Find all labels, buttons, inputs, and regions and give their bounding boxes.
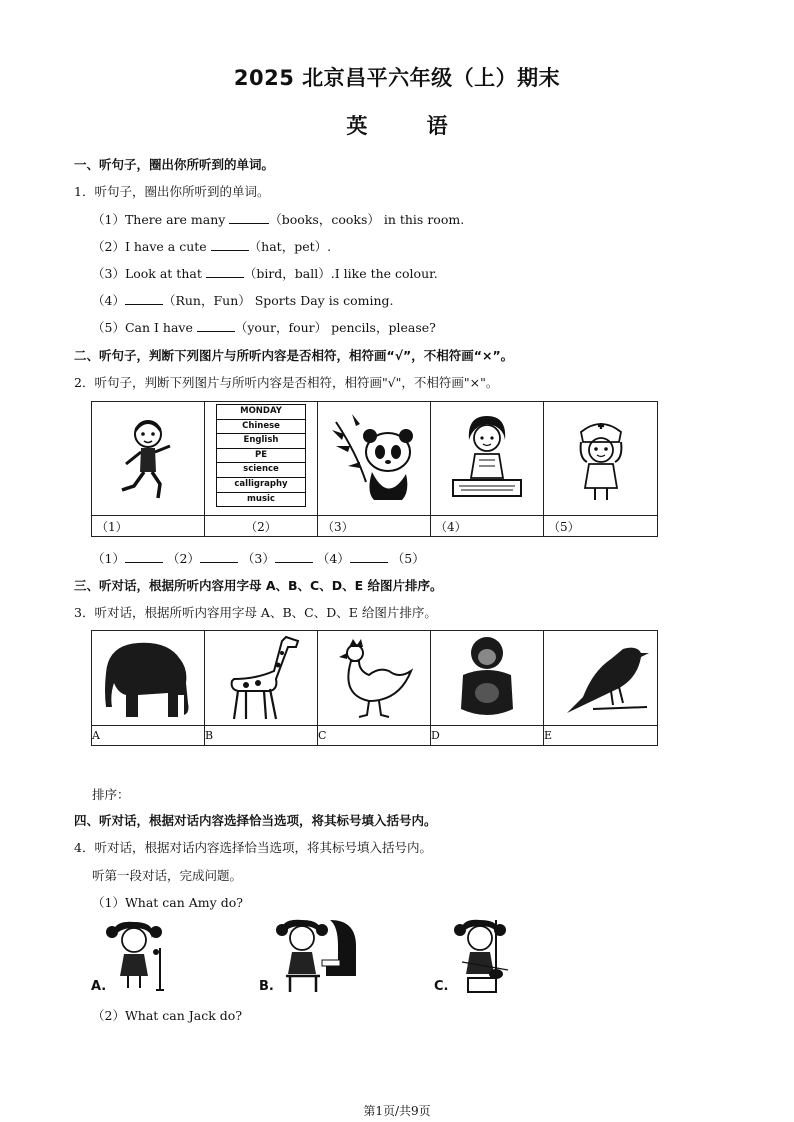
picture-cell: [92, 402, 205, 516]
answer-label: （5）: [391, 551, 425, 566]
answer-blank[interactable]: [350, 550, 388, 563]
picture-label: （5）: [544, 516, 658, 537]
picture-cell: [544, 402, 658, 516]
option-b[interactable]: [276, 916, 362, 994]
q1-item-4-pre: （4）: [92, 293, 125, 308]
answer-label: （2）: [166, 551, 200, 566]
answer-blank[interactable]: [229, 211, 269, 224]
q1-item-5-pre: （5）Can I have: [92, 320, 197, 335]
section-2-heading: 二、听句子，判断下列图片与所听内容是否相符，相符画“√”，不相符画“×”。: [74, 348, 514, 363]
order-label: 排序：: [92, 787, 130, 802]
picture-label: E: [544, 726, 658, 746]
picture-cell: [92, 631, 205, 726]
picture-cell: [318, 402, 431, 516]
answer-label: （1）: [92, 551, 125, 566]
picture-label: B: [205, 726, 318, 746]
option-c[interactable]: [452, 916, 512, 994]
q1-item-3-pre: （3）Look at that: [92, 266, 206, 281]
picture-grid-3: [91, 630, 658, 746]
option-b-label: B.: [259, 979, 274, 994]
q4-sub-1: （1）What can Amy do?: [92, 895, 243, 910]
picture-label: A: [92, 726, 205, 746]
answer-blank[interactable]: [125, 550, 163, 563]
question-2: 2．听句子，判断下列图片与所听内容是否相符，相符画"√"，不相符画"×"。: [74, 375, 499, 390]
q1-item-1-pre: （1）There are many: [92, 212, 230, 227]
q1-item-4-post: （Run，Fun） Sports Day is coming.: [162, 293, 394, 308]
panda-icon: [326, 412, 422, 502]
picture-label: C: [318, 726, 431, 746]
girl-cooking-icon: [447, 412, 527, 502]
question-3: 3．听对话，根据所听内容用字母 A、B、C、D、E 给图片排序。: [74, 605, 437, 620]
q4-sub-2: （2）What can Jack do?: [92, 1008, 243, 1023]
q1-item-2-pre: （2）I have a cute: [92, 239, 211, 254]
timetable-image: [216, 402, 306, 507]
answer-blank[interactable]: [197, 319, 235, 332]
answer-label: （3）: [241, 551, 275, 566]
answer-blank[interactable]: [200, 550, 238, 563]
page-title: 2025 北京昌平六年级（上）期末: [233, 66, 561, 90]
q1-item-5-post: （your，four） pencils，please?: [234, 320, 436, 335]
running-girl-icon: [108, 412, 188, 502]
q1-item-3-post: （bird，ball）.I like the colour.: [243, 266, 438, 281]
q1-item-4: [92, 291, 394, 309]
answer-blank[interactable]: [275, 550, 313, 563]
answer-blank[interactable]: [211, 238, 249, 251]
monkey-icon: [447, 631, 527, 721]
timetable-row: science: [217, 463, 305, 478]
picture-grid-2: [91, 401, 658, 537]
option-c-label: C.: [434, 979, 449, 994]
giraffe-icon: [216, 631, 306, 721]
question-1: 1．听句子，圈出你所听到的单词。: [74, 184, 270, 199]
q1-item-1: [92, 210, 464, 228]
q2-answer-row: [92, 549, 425, 567]
elephant-icon: [98, 633, 198, 719]
nurse-icon: [561, 412, 641, 502]
answer-label: （4）: [316, 551, 350, 566]
section-1-heading: 一、听句子，圈出你所听到的单词。: [74, 157, 275, 172]
subject-title: 英 语: [346, 114, 474, 138]
picture-cell: [431, 402, 544, 516]
picture-label: （1）: [92, 516, 205, 537]
picture-label: （2）: [205, 516, 318, 537]
question-4: 4．听对话，根据对话内容选择恰当选项，将其标号填入括号内。: [74, 840, 432, 855]
timetable-row: English: [217, 434, 305, 449]
hen-icon: [329, 631, 419, 721]
page-number: 第1页/共9页: [363, 1104, 431, 1118]
q1-item-2-post: （hat，pet）.: [248, 239, 332, 254]
picture-label: （3）: [318, 516, 431, 537]
picture-cell: [318, 631, 431, 726]
q1-item-5: [92, 318, 436, 336]
answer-blank[interactable]: [206, 265, 244, 278]
timetable-row: music: [247, 493, 275, 504]
section-4-heading: 四、听对话，根据对话内容选择恰当选项，将其标号填入括号内。: [74, 813, 437, 828]
timetable-row: PE: [217, 449, 305, 464]
picture-cell: [431, 631, 544, 726]
timetable-row: MONDAY: [217, 405, 305, 420]
picture-label: D: [431, 726, 544, 746]
timetable-row: calligraphy: [217, 478, 305, 493]
picture-cell: [205, 402, 318, 516]
option-a-label: A.: [91, 979, 107, 994]
picture-label: （4）: [431, 516, 544, 537]
bird-icon: [553, 631, 649, 721]
girl-erhu-icon: [452, 916, 512, 994]
dialogue-intro: 听第一段对话，完成问题。: [92, 868, 243, 883]
picture-cell: [205, 631, 318, 726]
girl-piano-icon: [276, 916, 362, 994]
section-3-heading: 三、听对话，根据所听内容用字母 A、B、C、D、E 给图片排序。: [74, 578, 443, 593]
answer-blank[interactable]: [125, 292, 163, 305]
timetable-row: Chinese: [217, 420, 305, 435]
q1-item-3: [92, 264, 438, 282]
picture-cell: [544, 631, 658, 726]
q1-item-2: [92, 237, 331, 255]
q1-item-1-post: （books，cooks） in this room.: [269, 212, 465, 227]
